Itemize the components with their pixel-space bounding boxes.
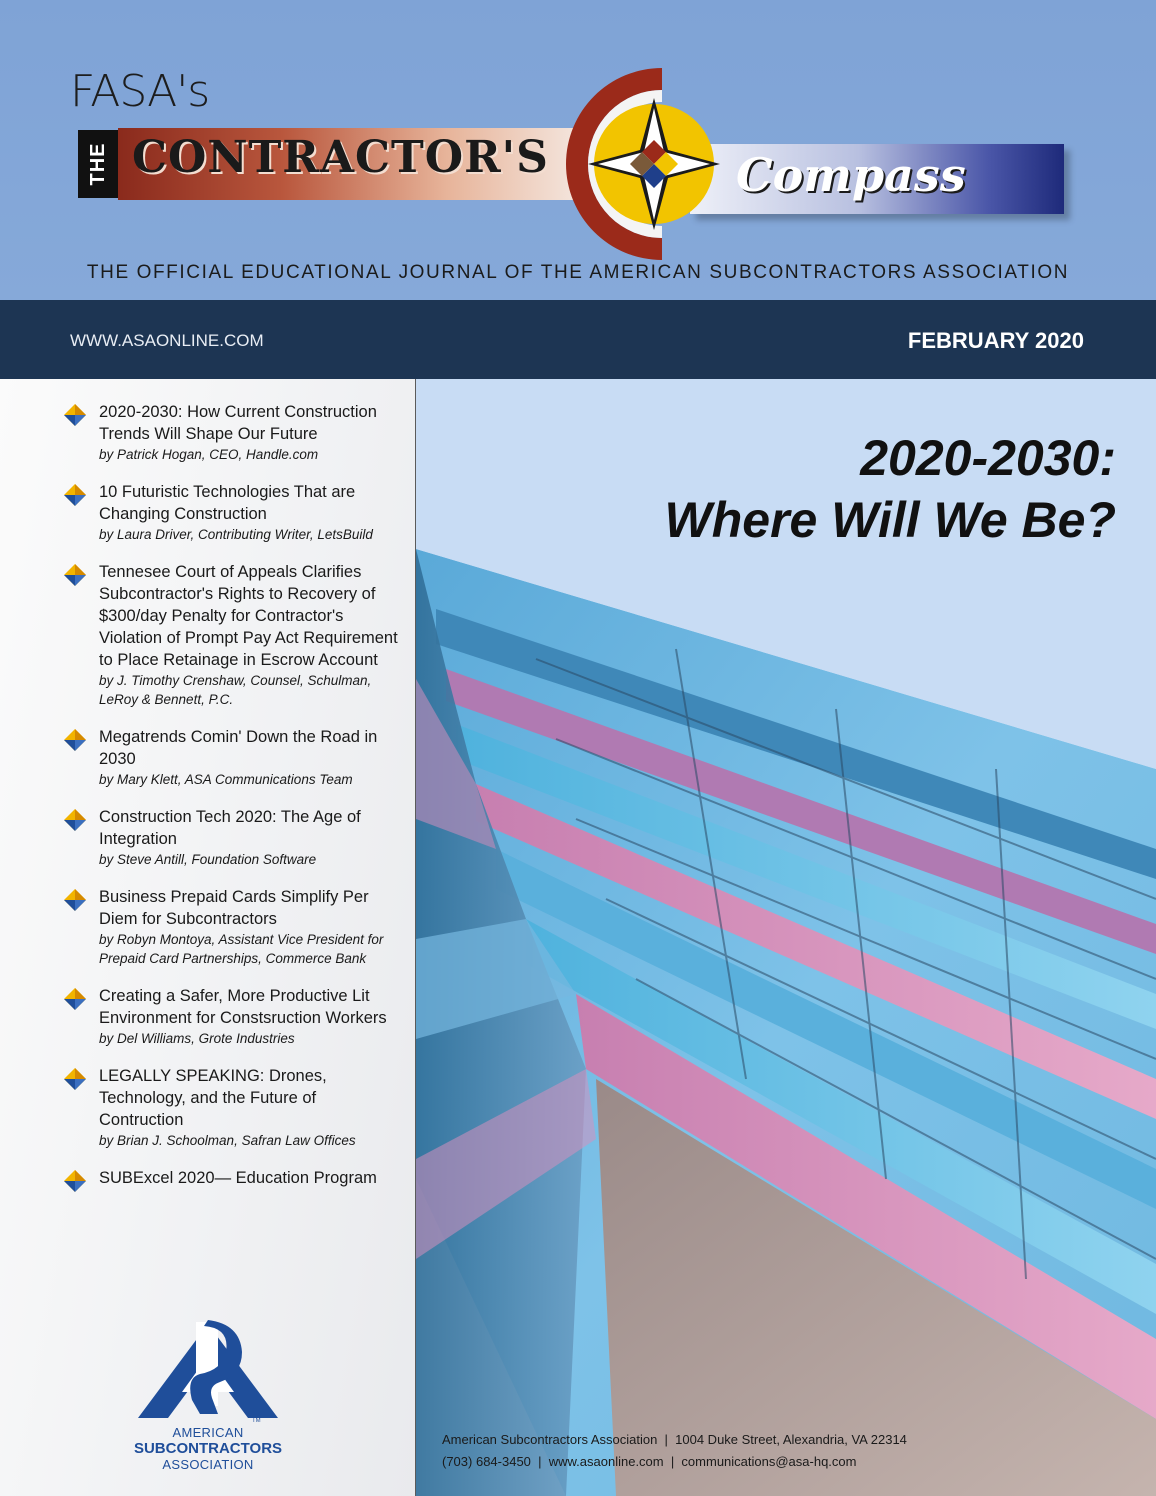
- trademark-mark: TM: [252, 1418, 261, 1424]
- publisher-name: FASA's: [70, 66, 210, 117]
- toc-title: Construction Tech 2020: The Age of Integration: [99, 808, 361, 848]
- cover-photo-area: [416, 379, 1156, 1496]
- toc-byline: by Mary Klett, ASA Communications Team: [99, 772, 353, 787]
- diamond-bullet-icon: [64, 404, 86, 426]
- cover-headline: [665, 427, 1116, 551]
- toc-byline: by Patrick Hogan, CEO, Handle.com: [99, 447, 319, 462]
- asa-logo-icon: [134, 1318, 282, 1424]
- toc-byline: by Robyn Montoya, Assistant Vice President for Prepaid Card Partnerships, Commerce Bank: [99, 932, 384, 966]
- issue-date: FEBRUARY 2020: [907, 328, 1084, 353]
- toc-item[interactable]: [64, 985, 404, 1048]
- address-line: American Subcontractors Association | 1004 Duke Street, Alexandria, VA 22314: [442, 1432, 907, 1447]
- toc-item[interactable]: [64, 726, 404, 789]
- title-compass: Compass: [736, 148, 966, 202]
- toc-list: [64, 401, 404, 1206]
- toc-title: 2020-2030: How Current Construction Trends Will Shape Our Future: [99, 403, 377, 443]
- asa-logo-line1: AMERICAN: [172, 1425, 244, 1440]
- toc-title: SUBExcel 2020— Education Program: [99, 1169, 377, 1187]
- toc-byline: by Laura Driver, Contributing Writer, LetsBuild: [99, 527, 373, 542]
- toc-item[interactable]: [64, 401, 404, 464]
- asa-logo-line3: ASSOCIATION: [162, 1457, 254, 1472]
- tagline: THE OFFICIAL EDUCATIONAL JOURNAL OF THE AMERICAN SUBCONTRACTORS ASSOCIATION: [86, 262, 1070, 283]
- website-link[interactable]: WWW.ASAONLINE.COM: [70, 331, 264, 350]
- toc-title: Tennesee Court of Appeals Clarifies Subcontractor's Rights to Recovery of $300/day Penalty for Contractor's Violation of Prompt Pay Act Requirement to Place Retainage in Escrow Account: [99, 563, 398, 669]
- diamond-bullet-icon: [64, 1068, 86, 1090]
- toc-item[interactable]: [64, 806, 404, 869]
- toc-byline: by Del Williams, Grote Industries: [99, 1031, 295, 1046]
- headline-line1: 2020-2030:: [860, 430, 1116, 486]
- toc-item[interactable]: [64, 561, 404, 709]
- toc-title: Creating a Safer, More Productive Lit Environment for Constsruction Workers: [99, 987, 387, 1027]
- asa-logo-line2: SUBCONTRACTORS: [133, 1440, 283, 1457]
- diamond-bullet-icon: [64, 809, 86, 831]
- diamond-bullet-icon: [64, 889, 86, 911]
- contact-line[interactable]: (703) 684-3450 | www.asaonline.com | communications@asa-hq.com: [442, 1454, 857, 1469]
- title-contractors: CONTRACTOR'S: [132, 132, 549, 183]
- masthead: [0, 0, 1156, 300]
- compass-rose-icon: [550, 64, 730, 264]
- headline-line2: Where Will We Be?: [664, 492, 1116, 548]
- toc-item[interactable]: [64, 1167, 404, 1189]
- diamond-bullet-icon: [64, 1170, 86, 1192]
- toc-byline: by Brian J. Schoolman, Safran Law Offices: [99, 1133, 356, 1148]
- the-label: THE: [87, 142, 109, 186]
- toc-byline: by Steve Antill, Foundation Software: [99, 852, 317, 867]
- diamond-bullet-icon: [64, 988, 86, 1010]
- toc-title: Business Prepaid Cards Simplify Per Diem for Subcontractors: [99, 888, 369, 928]
- toc-item[interactable]: [64, 481, 404, 544]
- toc-title: Megatrends Comin' Down the Road in 2030: [99, 728, 378, 768]
- diamond-bullet-icon: [64, 729, 86, 751]
- toc-item[interactable]: [64, 886, 404, 968]
- toc-title: 10 Futuristic Technologies That are Changing Construction: [99, 483, 356, 523]
- contact-footer: [442, 1429, 907, 1473]
- diamond-bullet-icon: [64, 564, 86, 586]
- diamond-bullet-icon: [64, 484, 86, 506]
- toc-title: LEGALLY SPEAKING: Drones, Technology, and the Future of Contruction: [99, 1067, 327, 1129]
- toc-item[interactable]: [64, 1065, 404, 1150]
- toc-byline: by J. Timothy Crenshaw, Counsel, Schulman, LeRoy & Bennett, P.C.: [99, 673, 372, 707]
